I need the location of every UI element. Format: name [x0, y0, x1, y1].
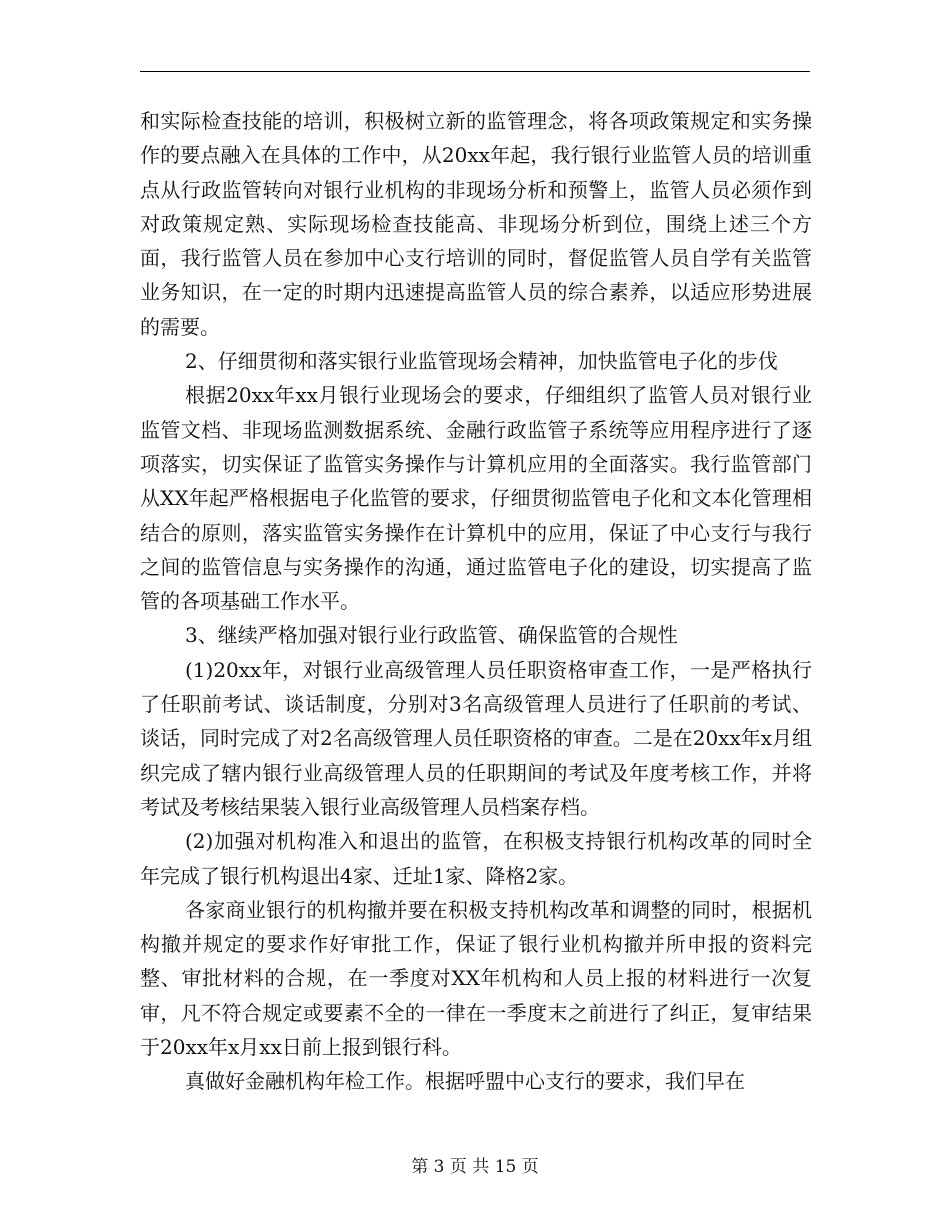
paragraph: 真做好金融机构年检工作。根据呼盟中心支行的要求，我们早在	[185, 1069, 745, 1094]
paragraph: (1)20xx年，对银行业高级管理人员任职资格审查工作，一是严格执行了任职前考试、谈话制度，分别对3名高级管理人员进行了任职前的考试、谈话，同时完成了对2名高级管理人员任职资格的审查。二是在20xx年x月组织完成了辖内银行业高级管理人员的任职期间的考试及年度考核工作，并将考试及考核结果装入银行业高级管理人员档案存档。	[140, 657, 813, 819]
paragraph: (2)加强对机构准入和退出的监管，在积极支持银行机构改革的同时全年完成了银行机构退出4家、迁址1家、降格2家。	[140, 829, 812, 888]
paragraph: 根据20xx年xx月银行业现场会的要求，仔细组织了监管人员对银行业监管文档、非现场监测数据系统、金融行政监管子系统等应用程序进行了逐项落实，切实保证了监管实务操作与计算机应用的全面落实。我行监管部门从XX年起严格根据电子化监管的要求，仔细贯彻监管电子化和文本化管理相结合的原则，落实监管实务操作在计算机中的应用，保证了中心支行与我行之间的监管信息与实务操作的沟通，通过监管电子化的建设，切实提高了监管的各项基础工作水平。	[140, 383, 812, 614]
section-heading: 3、继续严格加强对银行业行政监管、确保监管的合规性	[185, 623, 678, 648]
paragraph: 和实际检查技能的培训，积极树立新的监管理念，将各项政策规定和实务操作的要点融入在具体的工作中，从20xx年起，我行银行业监管人员的培训重点从行政监管转向对银行业机构的非现场分析和预警上，监管人员必须作到对政策规定熟、实际现场检查技能高、非现场分析到位，围绕上述三个方面，我行监管人员在参加中心支行培训的同时，督促监管人员自学有关监管业务知识，在一定的时期内迅速提高监管人员的综合素养，以适应形势进展的需要。	[140, 109, 812, 339]
body-text	[140, 104, 812, 1099]
section-heading: 2、仔细贯彻和落实银行业监管现场会精神，加快监管电子化的步伐	[185, 349, 778, 374]
header-rule	[140, 71, 810, 72]
page-number-footer: 第 3 页 共 15 页	[411, 1157, 539, 1177]
paragraph: 各家商业银行的机构撤并要在积极支持机构改革和调整的同时，根据机构撤并规定的要求作好审批工作，保证了银行业机构撤并所申报的资料完整、审批材料的合规，在一季度对XX年机构和人员上报的材料进行一次复审，凡不符合规定或要素不全的一律在一季度末之前进行了纠正，复审结果于20xx年x月xx日前上报到银行科。	[140, 897, 812, 1060]
